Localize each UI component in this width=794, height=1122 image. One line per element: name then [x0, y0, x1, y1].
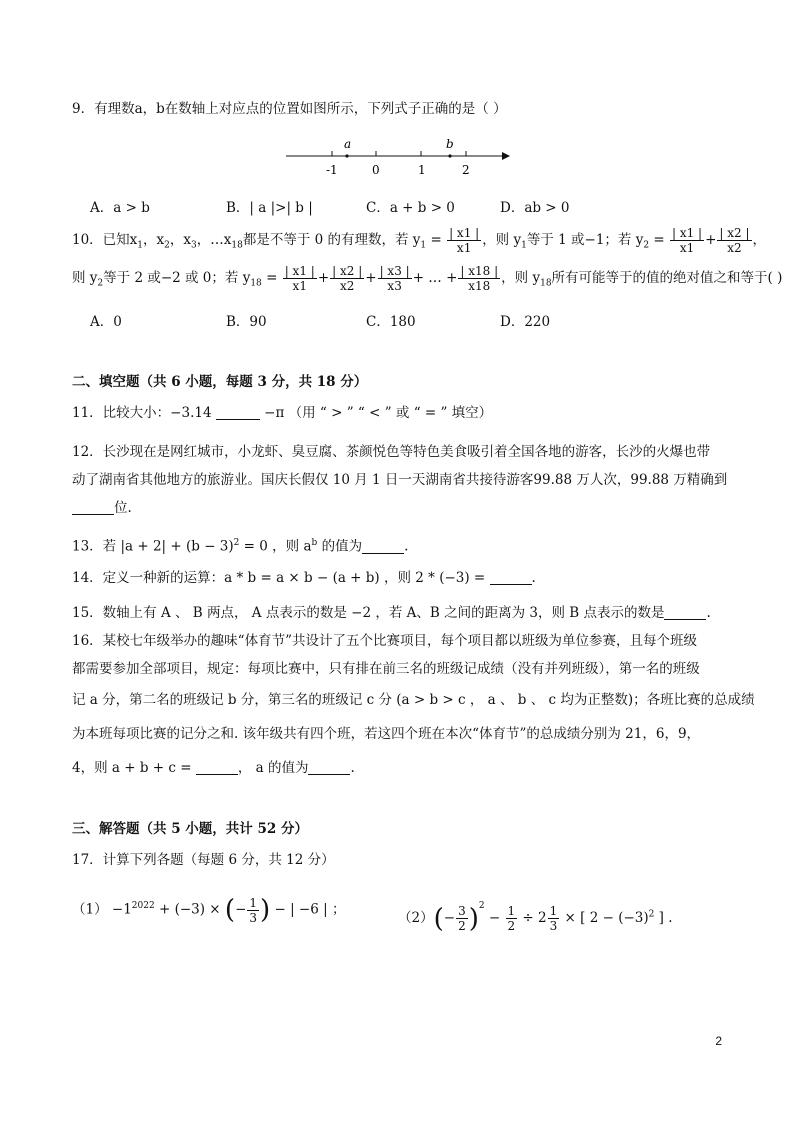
fraction: $\frac{1}{3}$	[549, 904, 558, 933]
tick-label: 0	[372, 163, 380, 177]
q16-line-2: 都需要参加全部项目，规定：每项比赛中，只有排在前三名的班级记成绩（没有并列班级），第一名的班级	[72, 661, 700, 677]
number-line-figure	[284, 136, 514, 182]
q15: 15．数轴上有 A 、 B 两点， A 点表示的数是 −2 ，若 A、B 之间的距离为 3，则 B 点表示的数是 .	[72, 605, 711, 621]
q9-option-d: D．ab > 0	[500, 200, 570, 216]
q13: 13．若 $|a + 2| + (b - 3)^2 = 0$ ，则 $a^b$ 的值为 .	[72, 538, 409, 555]
answer-blank[interactable]	[308, 760, 350, 775]
q11: 11．比较大小：−3.14 −π （用 “ > ” “ < ” 或 “ = ” 填空）	[72, 405, 493, 421]
tick-label: 2	[462, 163, 470, 177]
answer-blank[interactable]	[196, 760, 238, 775]
answer-blank[interactable]	[490, 570, 532, 585]
q16-line-5: 4，则 a + b + c = ， a 的值为 .	[72, 760, 355, 776]
fraction: $\frac{| x1 |}{x1}$	[449, 226, 480, 255]
fraction: $\frac{1}{2}$	[507, 904, 516, 933]
q16-line-1: 16．某校七年级举办的趣味“体育节”共设计了五个比赛项目，每个项目都以班级为单位参赛，且每个班级	[72, 633, 697, 649]
q16-line-4: 为本班每项比赛的记分之和. 该年级共有四个班，若这四个班在本次“体育节”的总成绩分别为 21，6，9，	[72, 726, 701, 742]
point-b-label: b	[446, 137, 454, 151]
q9-option-a: A．a > b	[90, 200, 150, 216]
q12-line-3: 位.	[72, 497, 794, 519]
q16-line-3: 记 a 分，第二名的班级记 b 分，第三名的班级记 c 分 (a > b > c ， a 、 b 、 c 均为正整数)；各班比赛的总成绩	[72, 692, 755, 708]
fraction: $\frac{| x2 |}{x2}$	[332, 264, 363, 293]
q17-part-2: （2）(− $\frac{3}{2}$ )$^2$ − $\frac{1}{2}$ ÷ 2 $\frac{1}{3}$ × [ $2 - (-3)^2$ ] .	[398, 901, 673, 934]
q10-line-1: 10．已知$x_1$，$x_2$，$x_3$，$\dots x_{18}$都是不等于 0 的有理数，若 $y_1$ = $\frac{| x1 |}{x1}$ ，则 $y_1$等于 1 或−1；若 $y_2$ = $\frac{| x1 |}{x1}$ + $\frac{| x2 |}{x2}$ ，	[72, 226, 767, 255]
fraction: $\frac{3}{2}$	[458, 904, 466, 933]
answer-blank[interactable]	[72, 500, 114, 515]
q9-option-c: C．a + b > 0	[366, 200, 455, 216]
section-heading-fill-in: 二、填空题（共 6 小题，每题 3 分，共 18 分）	[72, 374, 368, 390]
tick-label: -1	[326, 163, 338, 177]
section-heading-solutions: 三、解答题（共 5 小题，共计 52 分）	[72, 821, 308, 837]
fraction: $\frac{| x18 |}{x18}$	[460, 264, 499, 293]
answer-blank[interactable]	[216, 405, 260, 420]
q9-option-b: B．| a |>| b |	[226, 200, 313, 216]
q10-option-b: B．90	[226, 314, 267, 330]
fraction: $\frac{| x2 |}{x2}$	[719, 226, 750, 255]
q17-part-1: $(1) -1^{2022} + (-3)$ × (− $\frac{1}{3}$ ) − | −6 | ；	[72, 895, 346, 925]
q9-stem: 9．有理数a，b在数轴上对应点的位置如图所示，下列式子正确的是（ ）	[72, 101, 507, 117]
page-number: 2	[715, 1034, 722, 1048]
q14: 14．定义一种新的运算：a * b = a × b − (a + b) ，则 2 * (−3) = .	[72, 570, 536, 586]
q17-stem: 17．计算下列各题（每题 6 分，共 12 分）	[72, 852, 335, 868]
fraction: $\frac{| x1 |}{x1}$	[284, 264, 315, 293]
answer-blank[interactable]	[664, 605, 706, 620]
tick-label: 1	[418, 163, 426, 177]
answer-blank[interactable]	[362, 539, 404, 554]
fraction: $\frac{| x1 |}{x1}$	[671, 226, 703, 255]
q10-option-d: D．220	[500, 314, 551, 330]
q12-line-1: 12．长沙现在是网红城市，小龙虾、臭豆腐、茶颜悦色等特色美食吸引着全国各地的游客，长沙的火爆也带	[72, 444, 711, 460]
q10-text: 10．已知x	[72, 232, 138, 248]
q10-option-a: A．0	[90, 314, 122, 330]
point-a-label: a	[344, 137, 352, 151]
q12-line-2: 动了湖南省其他地方的旅游业。国庆长假仅 10 月 1 日一天湖南省共接待游客99.88 万人次，99.88 万精确到	[72, 472, 728, 488]
q10-line-2: 则 $y_2$等于 2 或−2 或 0；若 $y_{18}$ = $\frac{| x1 |}{x1}$ + $\frac{| x2 |}{x2}$ + $\frac{| x3 |}{x3}$ + … + $\frac{| x18 |}{x18}$ ，则 $y_{18}$所有可能等于的值的绝对值之和等于( )	[72, 264, 783, 293]
fraction: $\frac{1}{3}$	[249, 895, 258, 925]
fraction: $\frac{| x3 |}{x3}$	[379, 264, 410, 293]
q10-option-c: C．180	[366, 314, 416, 330]
